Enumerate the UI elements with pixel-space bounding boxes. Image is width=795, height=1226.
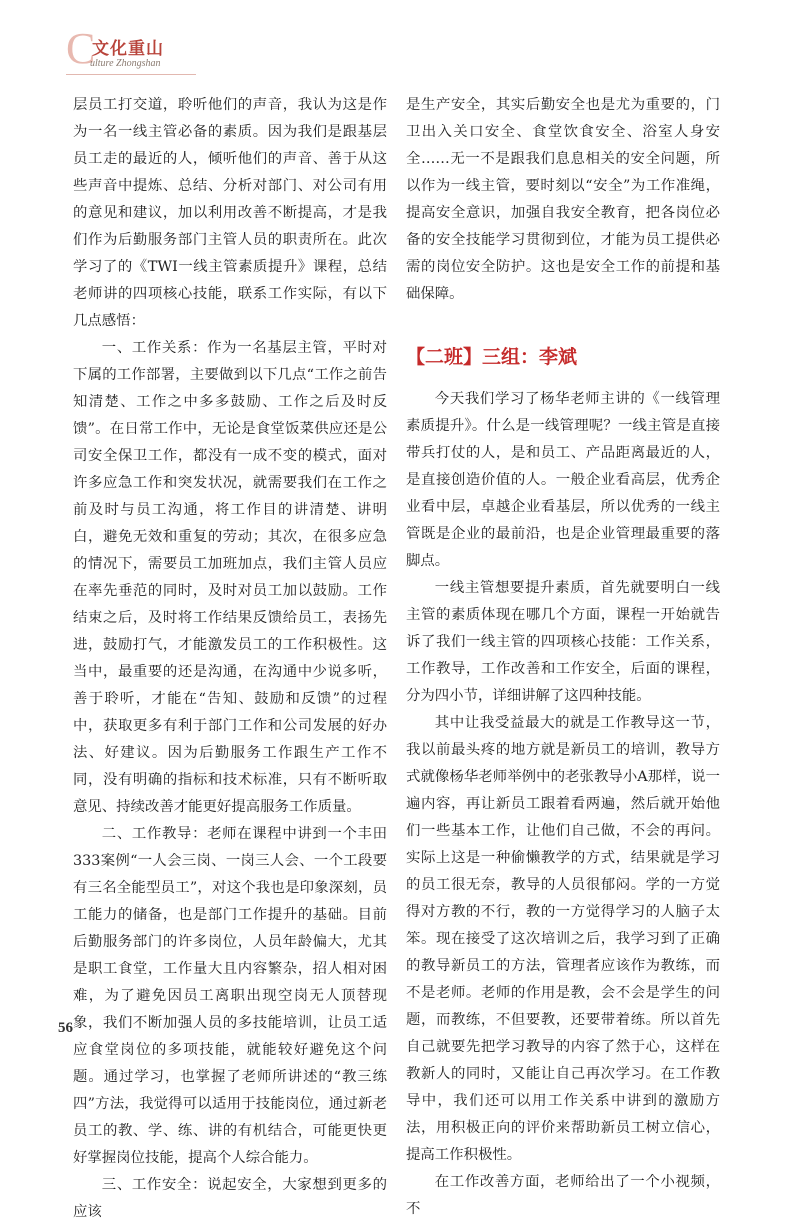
page-number: 56 <box>58 1020 73 1036</box>
paragraph-instruction-reflection: 其中让我受益最大的就是工作教导这一节，我以前最头疼的地方就是新员工的培训，教导方式就像杨华老师举例中的老张教导小A那样，说一遍内容，再让新员工跟着看两遍，然后就开始他们一些基本工作，让他们自己做，不会的再问。实际上这是一种偷懒教学的方式，结果就是学习的员工很无奈，教导的人员很郁闷。学的一方觉得对方教的不行，教的一方觉得学习的人脑子太笨。现在接受了这次培训之后，我学习到了正确的教导新员工的方法，管理者应该作为教练，而不是老师。老师的作用是教，会不会是学生的问题，而教练，不但要教，还要带着练。所以首先自己就要先把学习教导的内容了然于心，这样在教新人的同时，又能让自己再次学习。在工作教导中，我们还可以用工作关系中讲到的激励方法，用积极正向的评价来帮助新员工树立信心，提高工作积极性。 <box>406 715 720 1163</box>
logo-letter-c: C <box>66 24 96 73</box>
paragraph-work-instruction: 二、工作教导：老师在课程中讲到一个丰田333案例“一人会三岗、一岗三人会、一个工段要有三名全能型员工”，对这个我也是印象深刻，员工能力的储备，也是部门工作提升的基础。目前后勤服务部门的许多岗位，人员年龄偏大，尤其是职工食堂，工作量大且内容繁杂，招人相对困难，为了避免因员工离职出现空岗无人顶替现象，我们不断加强人员的多技能培训，让员工适应食堂岗位的多项技能，就能较好避免这个问题。通过学习，也掌握了老师所讲述的“教三练四”方法，我觉得可以适用于技能岗位，通过新老员工的教、学、练、讲的有机结合，可能更快更好掌握岗位技能，提高个人综合能力。 <box>73 826 387 1166</box>
paragraph-continued: 层员工打交道，聆听他们的声音，我认为这是作为一名一线主管必备的素质。因为我们是跟基层员工走的最近的人，倾听他们的声音、善于从这些声音中提炼、总结、分析对部门、对公司有用的意见和建议，加以利用改善不断提高，才是我们作为后勤服务部门主管人员的职责所在。此次学习了的《TWI一线主管素质提升》课程，总结老师讲的四项核心技能，联系工作实际，有以下几点感悟： <box>73 97 387 329</box>
left-column <box>73 92 387 1226</box>
paragraph-improvement: 在工作改善方面，老师给出了一个小视频，不 <box>406 1174 720 1217</box>
page-header <box>0 0 795 82</box>
logo-chinese-title: 文化重山 <box>92 39 164 59</box>
logo-english-subtitle: ulture Zhongshan <box>90 58 161 69</box>
paragraph-continued-right: 是生产安全，其实后勤安全也是尤为重要的，门卫出入关口安全、食堂饮食安全、浴室人身安全……无一不是跟我们息息相关的安全问题，所以作为一线主管，要时刻以“安全”为工作准绳，提高安全意识，加强自我安全教育，把各岗位必备的安全技能学习贯彻到位，才能为员工提供必需的岗位安全防护。这也是安全工作的前提和基础保障。 <box>406 97 720 302</box>
paragraph-work-relations: 一、工作关系：作为一名基层主管，平时对下属的工作部署，主要做到以下几点“工作之前告知清楚、工作之中多多鼓励、工作之后及时反馈”。在日常工作中，无论是食堂饭菜供应还是公司安全保卫工作，都没有一成不变的模式，面对许多应急工作和突发状况，就需要我们在工作之前及时与员工沟通，将工作目的讲清楚、讲明白，避免无效和重复的劳动；其次，在很多应急的情况下，需要员工加班加点，我们主管人员应在率先垂范的同时，及时对员工加以鼓励。工作结束之后，及时将工作结果反馈给员工，表扬先进，鼓励打气，才能激发员工的工作积极性。这当中，最重要的还是沟通，在沟通中少说多听，善于聆听，才能在“告知、鼓励和反馈”的过程中，获取更多有利于部门工作和公司发展的好办法、好建议。因为后勤服务工作跟生产工作不同，没有明确的指标和技术标准，只有不断听取意见、持续改善才能更好提高服务工作质量。 <box>73 340 387 815</box>
header-rule <box>66 74 196 75</box>
section-title: 【二班】三组：李斌 <box>406 346 578 368</box>
paragraph-core-skills: 一线主管想要提升素质，首先就要明白一线主管的素质体现在哪几个方面，课程一开始就告诉了我们一线主管的四项核心技能：工作关系，工作教导，工作改善和工作安全，后面的课程，分为四小节，详细讲解了这四种技能。 <box>406 580 720 704</box>
paragraph-intro: 今天我们学习了杨华老师主讲的《一线管理素质提升》。什么是一线管理呢？一线主管是直接带兵打仗的人，是和员工、产品距离最近的人，是直接创造价值的人。一般企业看高层，优秀企业看中层，卓越企业看基层，所以优秀的一线主管既是企业的最前沿，也是企业管理最重要的落脚点。 <box>406 391 720 569</box>
paragraph-work-safety: 三、工作安全：说起安全，大家想到更多的应该 <box>73 1177 387 1220</box>
right-column <box>406 92 720 1223</box>
